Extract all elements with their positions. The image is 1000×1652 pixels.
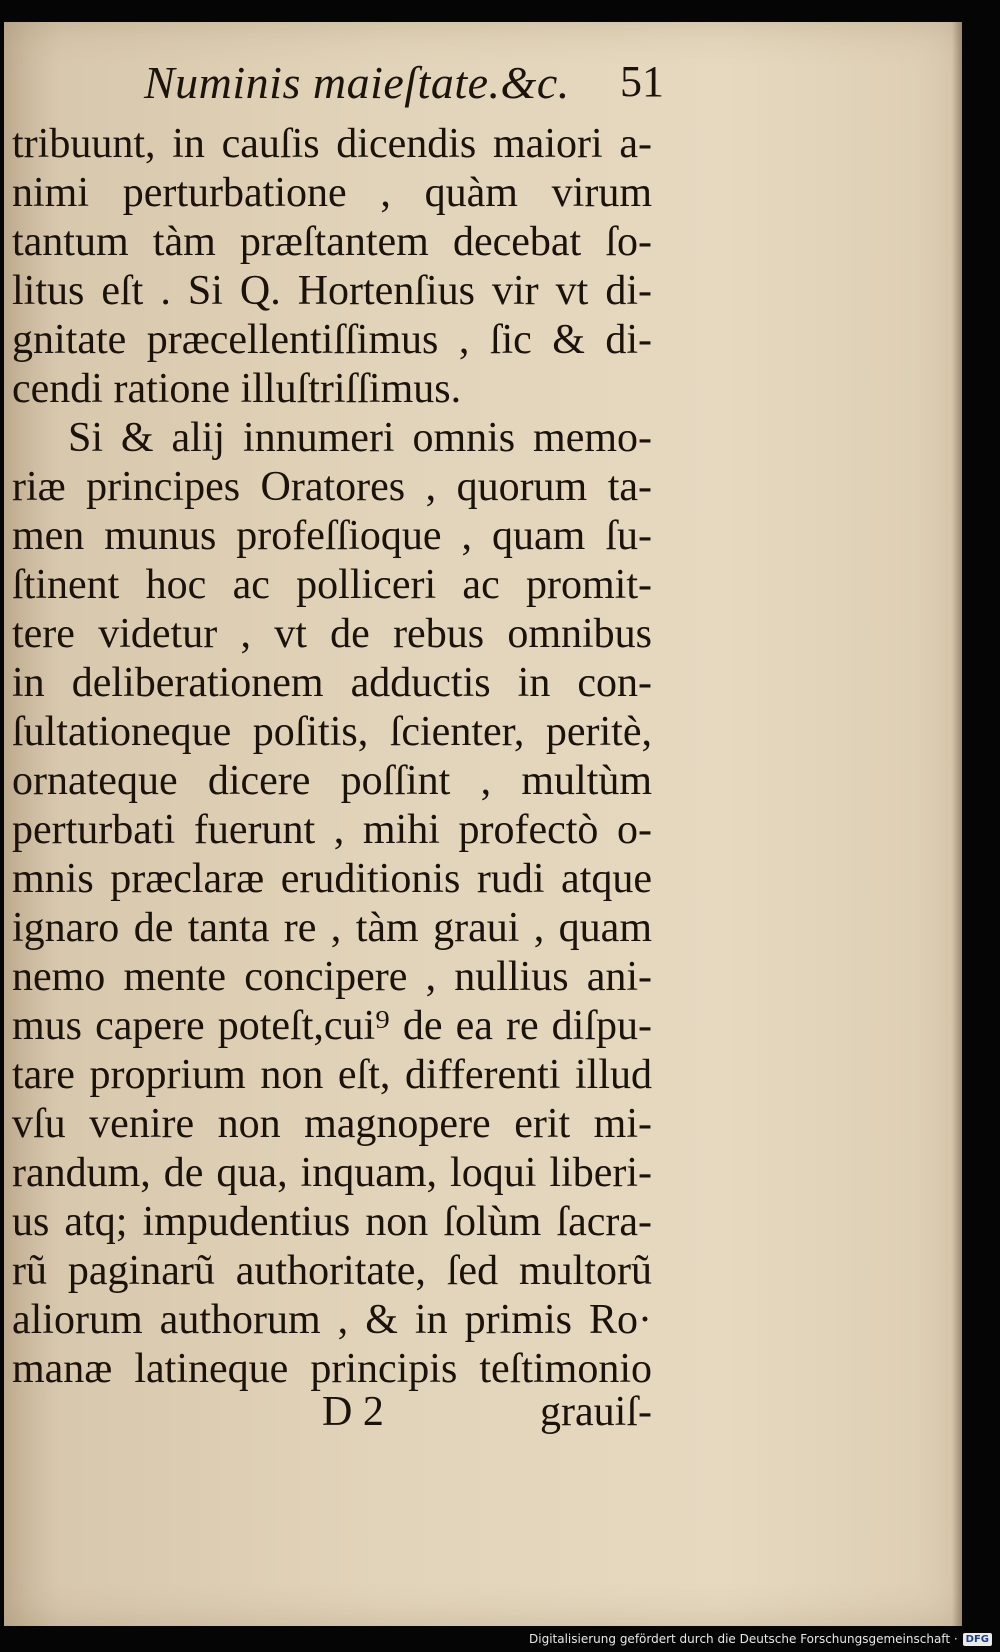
dfg-logo-icon: DFG — [963, 1633, 992, 1646]
text-line: tribuunt, in cauſis dicendis maiori a- — [12, 121, 652, 167]
text-line: manæ latineque principis teſtimonio — [12, 1346, 652, 1392]
digitization-credit — [529, 1632, 992, 1646]
text-line: ornateque dicere poſſint , multùm — [12, 758, 652, 804]
text-line: litus eſt . Si Q. Hortenſius vir vt di- — [12, 268, 652, 314]
text-line: men munus profeſſioque , quam ſu- — [12, 513, 652, 559]
text-line: in deliberationem adductis in con- — [12, 660, 652, 706]
text-line: vſu venire non magnopere erit mi- — [12, 1101, 652, 1147]
page-footer — [12, 1388, 652, 1437]
text-line: tare proprium non eſt, differenti illud — [12, 1052, 652, 1098]
text-line: nemo mente concipere , nullius ani- — [12, 954, 652, 1000]
text-line: tantum tàm præſtantem decebat ſo- — [12, 219, 652, 265]
credit-text: Digitalisierung gefördert durch die Deutsche Forschungsgemeinschaft · — [529, 1632, 958, 1646]
running-title: Numinis maieſtate.&c. — [144, 57, 570, 108]
text-line: randum, de qua, inquam, loqui liberi- — [12, 1150, 652, 1196]
text-line: tere videtur , vt de rebus omnibus — [12, 611, 652, 657]
text-line: aliorum authorum , & in primis Ro· — [12, 1297, 652, 1343]
text-line: mnis præclaræ eruditionis rudi atque — [12, 856, 652, 902]
text-line: gnitate præcellentiſſimus , ſic & di- — [12, 317, 652, 363]
signature-mark: D 2 — [322, 1389, 384, 1435]
text-line: ſtinent hoc ac polliceri ac promit- — [12, 562, 652, 608]
body-text — [12, 120, 652, 1394]
book-page — [4, 22, 962, 1626]
text-line: perturbati fuerunt , mihi profectò o- — [12, 807, 652, 853]
text-line: us atq; impudentius non ſolùm ſacra- — [12, 1199, 652, 1245]
text-line: ſultationeque poſitis, ſcienter, peritè, — [12, 709, 652, 755]
text-line: rũ paginarũ authoritate, ſed multorũ — [12, 1248, 652, 1294]
page-number: 51 — [620, 57, 664, 106]
text-line: mus capere poteſt,cui⁹ de ea re diſpu- — [12, 1003, 652, 1049]
text-line: cendi ratione illuſtriſſimus. — [12, 366, 462, 412]
catchword: grauiſ- — [540, 1389, 652, 1435]
text-line: riæ principes Oratores , quorum ta- — [12, 464, 652, 510]
text-line: ignaro de tanta re , tàm graui , quam — [12, 905, 652, 951]
running-head — [144, 56, 664, 120]
page-edge-shadow — [952, 22, 962, 1626]
text-line: Si & alij innumeri omnis memo- — [68, 415, 652, 461]
text-line: nimi perturbatione , quàm virum — [12, 170, 652, 216]
